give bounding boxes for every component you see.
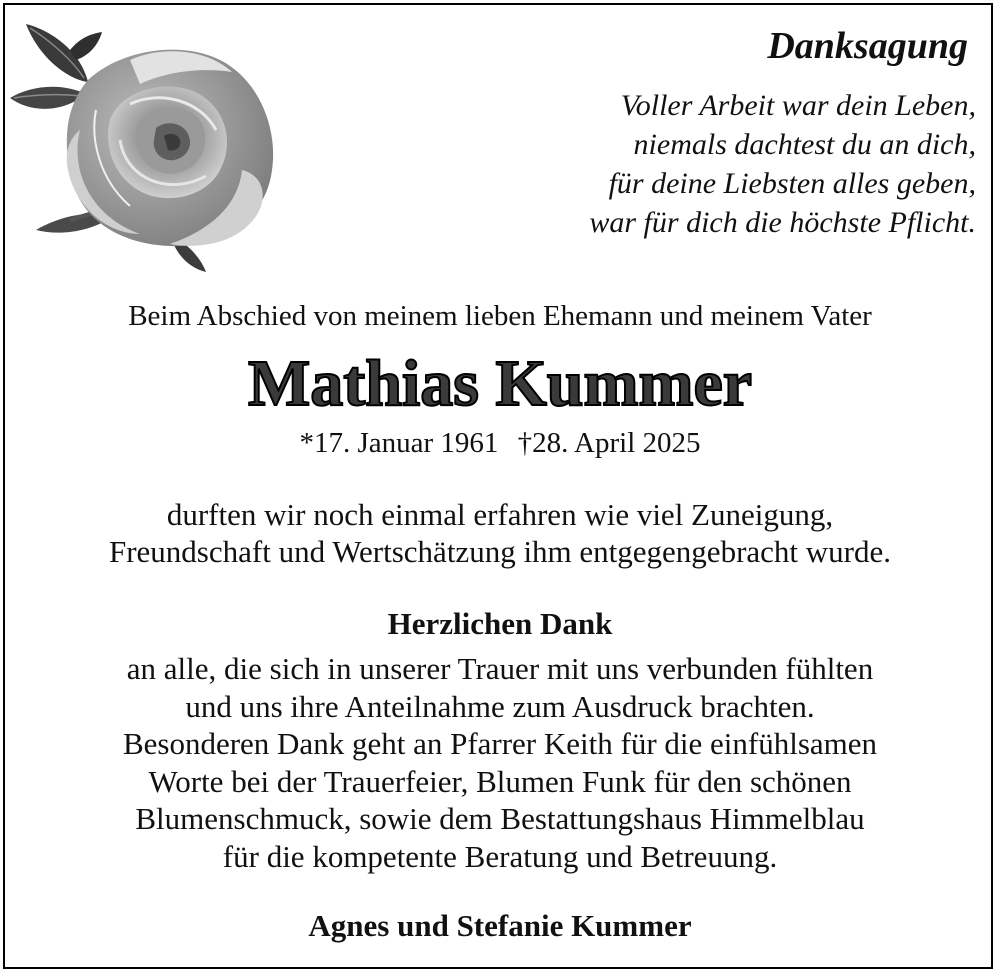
intro-text: Beim Abschied von meinem lieben Ehemann und meinem Vater [128,300,872,332]
thanks-line: Besonderen Dank geht an Pfarrer Keith für die einfühlsamen [122,726,878,761]
experience-line: Freundschaft und Wertschätzung ihm entgegengebracht wurde. [108,534,891,569]
thanks-line: Worte bei der Trauerfeier, Blumen Funk für den schönen [148,763,852,799]
signature: Agnes und Stefanie Kummer [308,908,692,943]
life-dates [0,424,1000,462]
poem-line: niemals dachtest du an dich, [633,128,976,161]
poem-line: für deine Liebsten alles geben, [608,167,976,200]
poem [589,86,976,242]
birth-date: *17. Januar 1961 [299,427,499,459]
death-date: †28. April 2025 [517,427,701,459]
notice-heading: Danksagung [767,25,968,67]
thanks-text [0,650,1000,875]
experience-line: durften wir noch einmal erfahren wie viel Zuneigung, [166,497,834,532]
deceased-name: Mathias Kummer [247,347,753,420]
thanks-heading: Herzlichen Dank [387,606,613,641]
thanks-line: an alle, die sich in unserer Trauer mit uns verbunden fühlten [126,651,874,686]
thanks-line: für die kompetente Beratung und Betreuung. [222,838,778,874]
poem-line: war für dich die höchste Pflicht. [589,206,976,239]
experience-text [0,496,1000,570]
thanks-line: Blumenschmuck, sowie dem Bestattungshaus Himmelblau [135,801,865,836]
poem-line: Voller Arbeit war dein Leben, [620,89,976,122]
thanks-line: und uns ihre Anteilnahme zum Ausdruck brachten. [185,688,815,724]
rose-image [10,20,300,275]
